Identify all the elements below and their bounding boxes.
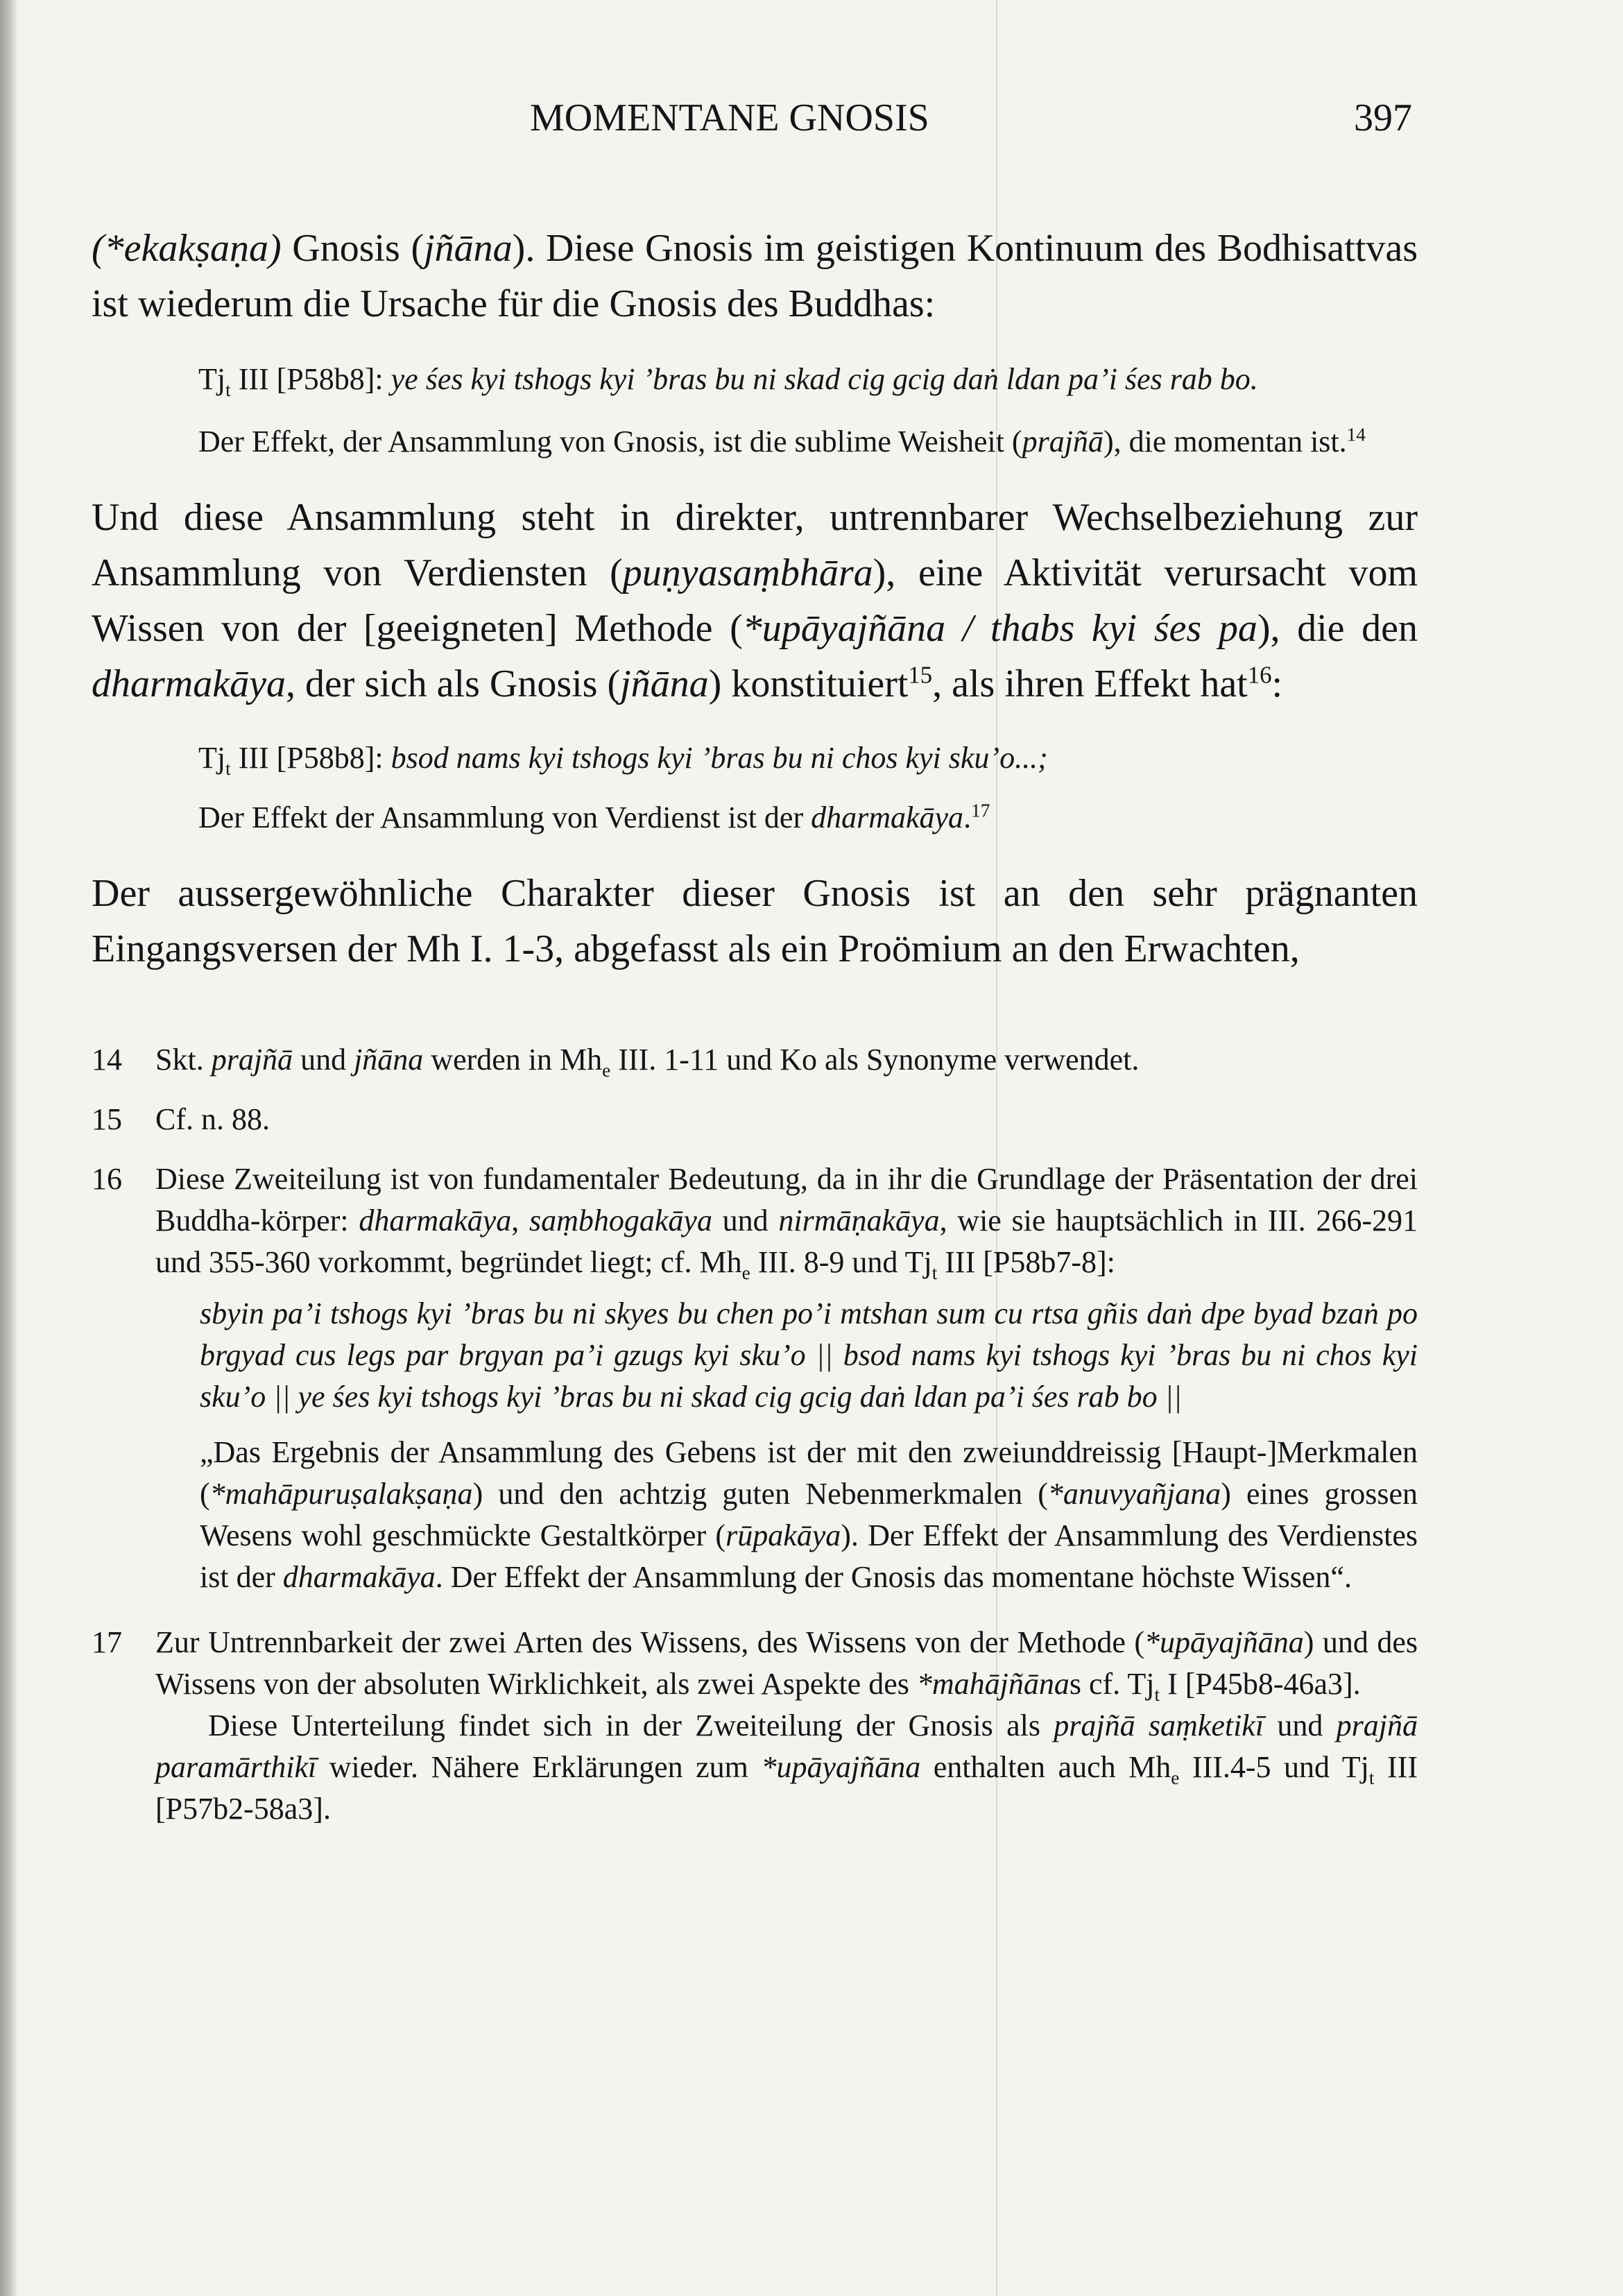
- paragraph-3: Der aussergewöhnliche Charakter dieser Gnosis ist an den sehr prägnanten Eingangsversen der Mh I. 1-3, abgefasst als ein Proömium an den Erwachten,: [92, 872, 1418, 970]
- footnote-ref-17: 17: [971, 800, 990, 821]
- running-header: [94, 96, 1419, 151]
- footnote-17-continued: Diese Unterteilung findet sich in der Zweiteilung der Gnosis als prajñā saṃketikī und prajñā paramārthikī wieder. Nähere Erklärungen zum *upāyajñāna enthalten auch $Mh_e$ III.4-5 und $Tj_t$ III [P57b2-58a3].: [155, 1708, 1418, 1826]
- binding-shadow: [0, 0, 18, 2296]
- footnote-ref-14: 14: [1346, 424, 1366, 445]
- paragraph-2: Und diese Ansammlung steht in direkter, untrennbarer Wechselbeziehung zur Ansammlung von Verdiensten (puṇyasaṃbhāra), eine Aktivität verursacht vom Wissen von der [geeigneten] Methode (*upāyajñāna / thabs kyi śes pa), die den dharmakāya, der sich als Gnosis (jñāna) konstituiert$^{15}$, als ihren Effekt hat$^{16}$:: [92, 496, 1418, 705]
- footnote-16: 16 Diese Zweiteilung ist von fundamentaler Bedeutung, da in ihr die Grundlage der Präsentation der drei Buddha-körper: dharmakāya, saṃbhogakāya und nirmāṇakāya, wie sie hauptsächlich in III. 266-291 und 355-360 vorkommt, begründet liegt; cf. $Mh_e$ III. 8-9 und $Tj_t$ III [P58b7-8]:: [92, 1158, 1418, 1283]
- tibetan-text: ye śes kyi tshogs kyi ’bras bu ni skad cig gcig daṅ ldan pa’i śes rab bo.: [390, 362, 1258, 396]
- footnote-16-tibetan: sbyin pa’i tshogs kyi ’bras bu ni skyes bu chen po’i mtshan sum cu rtsa gñis daṅ dpe byad bzaṅ po brgyad cus legs par brgyan pa’i gzugs kyi sku’o || bsod nams kyi tshogs kyi ’bras bu ni chos kyi sku’o || ye śes kyi tshogs kyi ’bras bu ni skad cig gcig daṅ ldan pa’i śes rab bo ||: [200, 1296, 1418, 1414]
- footnote-number: 16: [92, 1162, 122, 1196]
- quote-2-translation: Der Effekt der Ansammlung von Verdienst ist der dharmakāya.$^{17}$: [198, 800, 990, 834]
- footnote-number: 14: [92, 1043, 122, 1077]
- paragraph-1: (*ekakṣaṇa) Gnosis (jñāna). Diese Gnosis im geistigen Kontinuum des Bodhisattvas ist wiederum die Ursache für die Gnosis des Buddhas:: [92, 227, 1418, 325]
- quote-2-tibetan: $Tj_t$ III [P58b8]: bsod nams kyi tshogs kyi ’bras bu ni chos kyi sku’o...;: [198, 741, 1048, 779]
- footnote-16-translation: „Das Ergebnis der Ansammlung des Gebens ist der mit den zweiunddreissig [Haupt-]Merkmalen (*mahāpuruṣalakṣaṇa) und den achtzig guten Nebenmerkmalen (*anuvyañjana) eines grossen Wesens wohl geschmückte Gestaltkörper (rūpakāya). Der Effekt der Ansammlung des Verdienstes ist der dharmakāya. Der Effekt der Ansammlung der Gnosis das momentane höchste Wissen“.: [200, 1435, 1418, 1594]
- page-body: [92, 221, 1418, 1830]
- footnote-number: 17: [92, 1625, 122, 1659]
- footnote-ref-16: 16: [1247, 661, 1272, 689]
- tibetan-text: bsod nams kyi tshogs kyi ’bras bu ni chos kyi sku’o...;: [390, 741, 1048, 775]
- footnote-17: 17 Zur Untrennbarkeit der zwei Arten des Wissens, des Wissens von der Methode (*upāyajñāna) und des Wissens von der absoluten Wirklichkeit, als zwei Aspekte des *mahājñānas cf. $Tj_t$ I [P45b8-46a3].: [92, 1622, 1418, 1705]
- quote-1-translation: Der Effekt, der Ansammlung von Gnosis, ist die sublime Weisheit (prajñā), die momentan ist.$^{14}$: [198, 424, 1366, 459]
- page-number: 397: [1354, 96, 1412, 139]
- footnote-ref-15: 15: [908, 661, 933, 689]
- footnotes: [92, 1039, 1418, 1830]
- quote-1-tibetan: $Tj_t$ III [P58b8]: ye śes kyi tshogs kyi ’bras bu ni skad cig gcig daṅ ldan pa’i śes rab bo.: [198, 362, 1258, 400]
- footnote-14: 14 Skt. prajñā und jñāna werden in $Mh_e$ III. 1-11 und Ko als Synonyme verwendet.: [92, 1039, 1418, 1081]
- running-title: MOMENTANE GNOSIS: [530, 96, 929, 139]
- term-ekaksana: (*ekakṣaṇa): [92, 227, 282, 270]
- footnote-15: 15 Cf. n. 88.: [92, 1099, 1418, 1140]
- footnote-number: 15: [92, 1102, 122, 1136]
